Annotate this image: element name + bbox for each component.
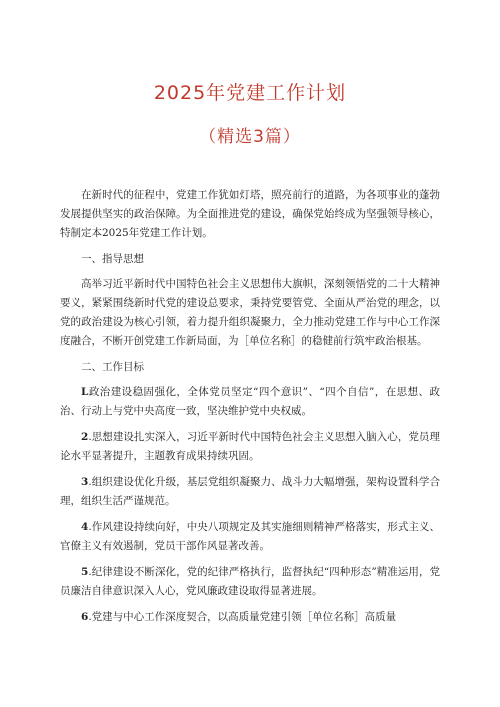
document-subtitle: （精选3篇） (199, 127, 301, 147)
goal-item-4 (60, 518, 440, 556)
goal-item-number: 3 (81, 476, 89, 488)
section-heading-work-goals: 二、工作目标 (81, 361, 144, 373)
goal-item-2 (60, 428, 440, 466)
goal-item-text: .作风建设持续向好，中央八项规定及其实施细则精神严格落实，形式主义、官僚主义有效遏制，党员干部作风显著改善。 (60, 521, 440, 552)
goal-item-5 (60, 563, 440, 601)
section-heading-guiding-ideology: 一、指导思想 (81, 253, 144, 265)
goal-item-3 (60, 473, 440, 511)
goal-item-text: .纪律建设不断深化，党的纪律严格执行，监督执纪“四种形态”精准运用，党员廉洁自律意识深入人心，党风廉政建设取得显著进展。 (60, 566, 440, 597)
goal-item-number: 2 (81, 431, 89, 443)
document-body (60, 186, 440, 634)
intro-paragraph: 在新时代的征程中，党建工作犹如灯塔，照亮前行的道路，为各项事业的蓬勃发展提供坚实的政治保障。为全面推进党的建设，确保党始终成为坚强领导核心，特制定本2025年党建工作计划。 (60, 189, 440, 239)
goal-item-1 (60, 383, 440, 421)
goal-item-number: 6 (81, 611, 89, 623)
goal-item-text: 政治建设稳固强化，全体党员坚定“四个意识”、“四个自信”，在思想、政治、行动上与党中央高度一致，坚决维护党中央权威。 (60, 386, 440, 417)
goal-item-text: .组织建设优化升级，基层党组织凝聚力、战斗力大幅增强，架构设置科学合理，组织生活严谨规范。 (60, 476, 440, 507)
document-title: 2025年党建工作计划 (153, 82, 347, 104)
goal-item-text: .党建与中心工作深度契合，以高质量党建引领［单位名称］高质量 (88, 611, 397, 623)
goal-item-6 (60, 608, 440, 627)
goal-item-number: 4 (81, 521, 89, 533)
goal-item-number: L (81, 386, 89, 398)
goal-item-number: 5 (81, 566, 89, 578)
goal-item-text: .思想建设扎实深入，习近平新时代中国特色社会主义思想入脑入心，党员理论水平显著提升，主题教育成果持续巩固。 (60, 431, 440, 462)
guiding-ideology-paragraph: 高举习近平新时代中国特色社会主义思想伟大旗帜，深刻领悟党的二十大精神要义，紧紧围绕新时代党的建设总要求，秉持党要管党、全面从严治党的理念，以党的政治建设为核心引领，着力提升组织凝聚力，全力推动党建工作与中心工作深度融合，不断开创党建工作新局面，为［单位名称］的稳健前行筑牢政治根基。 (60, 278, 440, 347)
